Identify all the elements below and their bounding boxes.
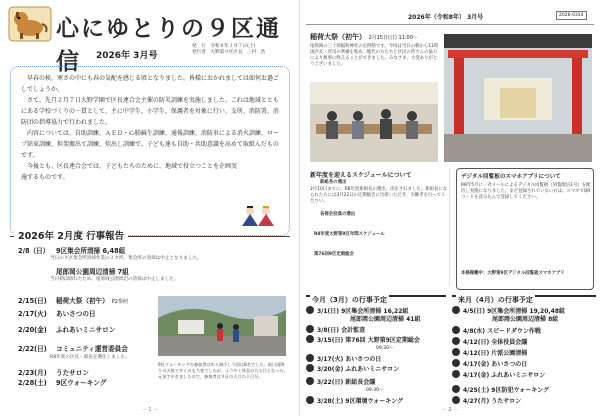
news-item: R8年度大野第9区年間スケジュール — [314, 232, 385, 237]
page-number: － 1 － — [141, 407, 159, 413]
event-note: R8年度の区長・部長を選任しました。 — [50, 355, 130, 360]
event-row: 2/28(土) 9区ウォーキング — [18, 379, 107, 387]
schedule-row: 4/12(日) 片派公園清掃 — [452, 348, 527, 358]
schedule-row: 4/5(日) 9区集会所清掃 19,20,48組 — [452, 306, 565, 316]
bullet-icon — [306, 364, 314, 372]
festival-title: 稲荷大祭（初午） 2月15日(日) 11:00～ — [310, 33, 418, 41]
bullet-icon — [452, 359, 460, 367]
bullet-icon — [306, 377, 314, 385]
page-number: － 2 － — [441, 407, 459, 413]
schedule-row: 09:30～ — [376, 346, 394, 351]
schedule-row: 4/27(月) うたサロン — [452, 396, 521, 406]
event-report-title: 2026年 2月度 行事報告 — [14, 228, 128, 242]
schedule-row: 3/20(金) ふれあいミニサロン — [306, 364, 399, 374]
event-row: 2/20(金) ふれあいミニサロン — [18, 326, 116, 334]
issue-code: 2026-0314 — [556, 11, 587, 20]
publish-date: 発 行 令和８年３月７日(土) — [192, 44, 256, 49]
bullet-icon — [306, 325, 314, 333]
schedule-row: 4/17(金) あいさつの日 — [452, 359, 527, 369]
bullet-icon — [306, 335, 314, 343]
event-row: 2/17(火) あいさつの日 — [18, 310, 96, 318]
bullet-icon — [452, 337, 460, 345]
page-2 — [300, 0, 600, 416]
greeting-paragraph: 早春の候、寒さの中にも春の気配を感じる頃となりました。皆様におかれましては如何お過ごしでしょうか。 — [21, 75, 280, 93]
event-note: 当日の９区集会所清掃作業の２カ所、集会所の清掃は中止となりました。 — [50, 256, 202, 261]
schedule-row: 3/28(土) 9区環境ウォーキング — [306, 396, 403, 406]
walking-event-photo — [158, 296, 286, 356]
news-text: 2月10日までに、R8年度新組長の選出、決定されました。新組長になられた方には3月22日の定期総会に出席いただき、引継ぎを行ってください。 — [310, 187, 448, 204]
bullet-icon — [452, 396, 460, 404]
festival-text: 尾郎岡の三十郎稲荷神社の定例祭です。今回は当日の朝から11時頃区長・宮司の準備を進め、総代の方たちと区民の皆さんの協力により無事に終えることができました。みなさま、大変ありがとうございました。 — [310, 44, 439, 67]
bullet-icon — [452, 348, 460, 356]
news-title: 新年度を迎えるスケジュールについて — [310, 172, 412, 179]
event-note: 当日朝は晴れたため、尾郎岡公園周辺の清掃は中止しました。 — [50, 277, 179, 282]
divider — [306, 24, 594, 25]
schedule-row: 4/17(金) ふれあいミニサロン — [452, 370, 545, 380]
schedule-row: 3/22(日) 新組長会議 — [306, 377, 375, 387]
event-row: 2/8（日） 9区集会所清掃 6,48組 — [18, 247, 126, 255]
news-item: 各部会役員の選出 — [320, 212, 356, 217]
news-item: 新組長の選出 — [320, 180, 347, 185]
digital-bulletin-title: デジタル回覧板のスマホアプリについて — [461, 174, 561, 180]
bullet-icon — [452, 326, 460, 334]
schedule-row: 3/15(日) 第76回 大野第9区定期総会 — [306, 335, 420, 345]
event-row: 2/22(日) コミュニティ運営委員会 — [18, 345, 128, 353]
greeting-box — [10, 66, 290, 236]
schedule-news — [308, 168, 450, 286]
bullet-icon — [306, 396, 314, 404]
reference-label: P2参照 — [111, 299, 128, 305]
bullet-icon — [452, 385, 460, 393]
photo-caption: 9区ウォーキングの参加者は年々減少し今回は8名でした。前日雨降りの天候で歩くのも大変でしたが、ようやく休息のたる日となった。元気で歩きましたので、参加者は９区の人口の１日分。 — [158, 362, 288, 379]
bullet-icon — [306, 354, 314, 362]
hina-dolls-icon — [239, 205, 277, 227]
bullet-icon — [452, 370, 460, 378]
april-schedule — [452, 295, 596, 411]
greeting-paragraph: 今後とも、区長連合会では、子どもたちのために、地域で役立つことを企画実施するものです。 — [21, 163, 238, 181]
greeting-paragraph: 内容については、自助訓練、ＡＥＤ・心肺蘇生訓練、通報訓練、消防車による消火訓練、ロープ結束訓練、担架搬出て訓練、炊出し訓練で、子ども達も自助・共助意識を高めて取組んだものです。 — [21, 130, 279, 159]
schedule-row: 09:30～ — [366, 388, 384, 393]
issue-label: 2026年（令和8年） 3月号 — [408, 14, 484, 21]
digital-bulletin-text: R8年5月に一斉メールによるデジタル回覧板（回覧配信1号）を配信し実施になりました。まだ登録されていない方は、スマホでQRコードを読み込んで登録してください。 — [461, 183, 591, 200]
schedule-row: 3/1(日) 9区集会所清掃 16,22組 — [306, 306, 408, 316]
event-row: 2/15(日) 稲荷大祭（初午） P2参照 — [18, 297, 128, 305]
newsletter-title: 心にゆとりの９区通信 — [56, 15, 281, 75]
publisher-name: 発行者 大野第９区区長 三村 浩 — [192, 50, 266, 55]
festival-hall-photo — [310, 82, 438, 162]
event-row: 2/23(月) うたサロン — [18, 369, 89, 377]
bullet-icon — [452, 306, 460, 314]
schedule-row: 3/8(日) 会計監査 — [306, 325, 365, 335]
march-schedule — [306, 295, 446, 411]
greeting-paragraph: さて、先月２月７日大野学園で区長連合会主催の防災訓練を実施しました。これは地域とともにある学校づくりの一貫として、主に中学生、小学生、保護者を対象に行い、支所、消防署、消防団の指導協力で行われました。 — [21, 97, 279, 126]
schedule-row: 4/25(土) 9区防犯ウォーキング — [452, 385, 549, 395]
event-row: 尾郎岡公園周辺清掃 7組 — [56, 268, 129, 276]
issue-label: 2026年 3月号 — [96, 51, 158, 61]
schedule-row: 4/12(日) 全体役員会議 — [452, 337, 527, 347]
march-schedule-title: 今月（3月）の行事予定 — [312, 296, 387, 304]
schedule-row: 3/17(火) あいさつの日 — [306, 354, 381, 364]
schedule-row: 尾郎岡公園周辺清掃 8組 — [492, 316, 559, 323]
april-schedule-title: 来月（4月）の行事予定 — [458, 296, 533, 304]
news-item: 第76回9区定期総会 — [314, 252, 354, 257]
schedule-row: 4/8(水) スピードダウン作戦 — [452, 326, 541, 336]
publisher-info — [192, 44, 266, 56]
digital-bulletin-link[interactable]: 本格稼働中：大野第9区デジタル回覧板スマホアプリ — [461, 271, 565, 276]
bullet-icon — [306, 306, 314, 314]
digital-bulletin-box — [456, 168, 594, 290]
horse-mascot-icon — [8, 6, 52, 42]
schedule-row: 尾郎岡公園周辺清掃 41組 — [350, 316, 421, 323]
shrine-photo — [444, 34, 592, 162]
